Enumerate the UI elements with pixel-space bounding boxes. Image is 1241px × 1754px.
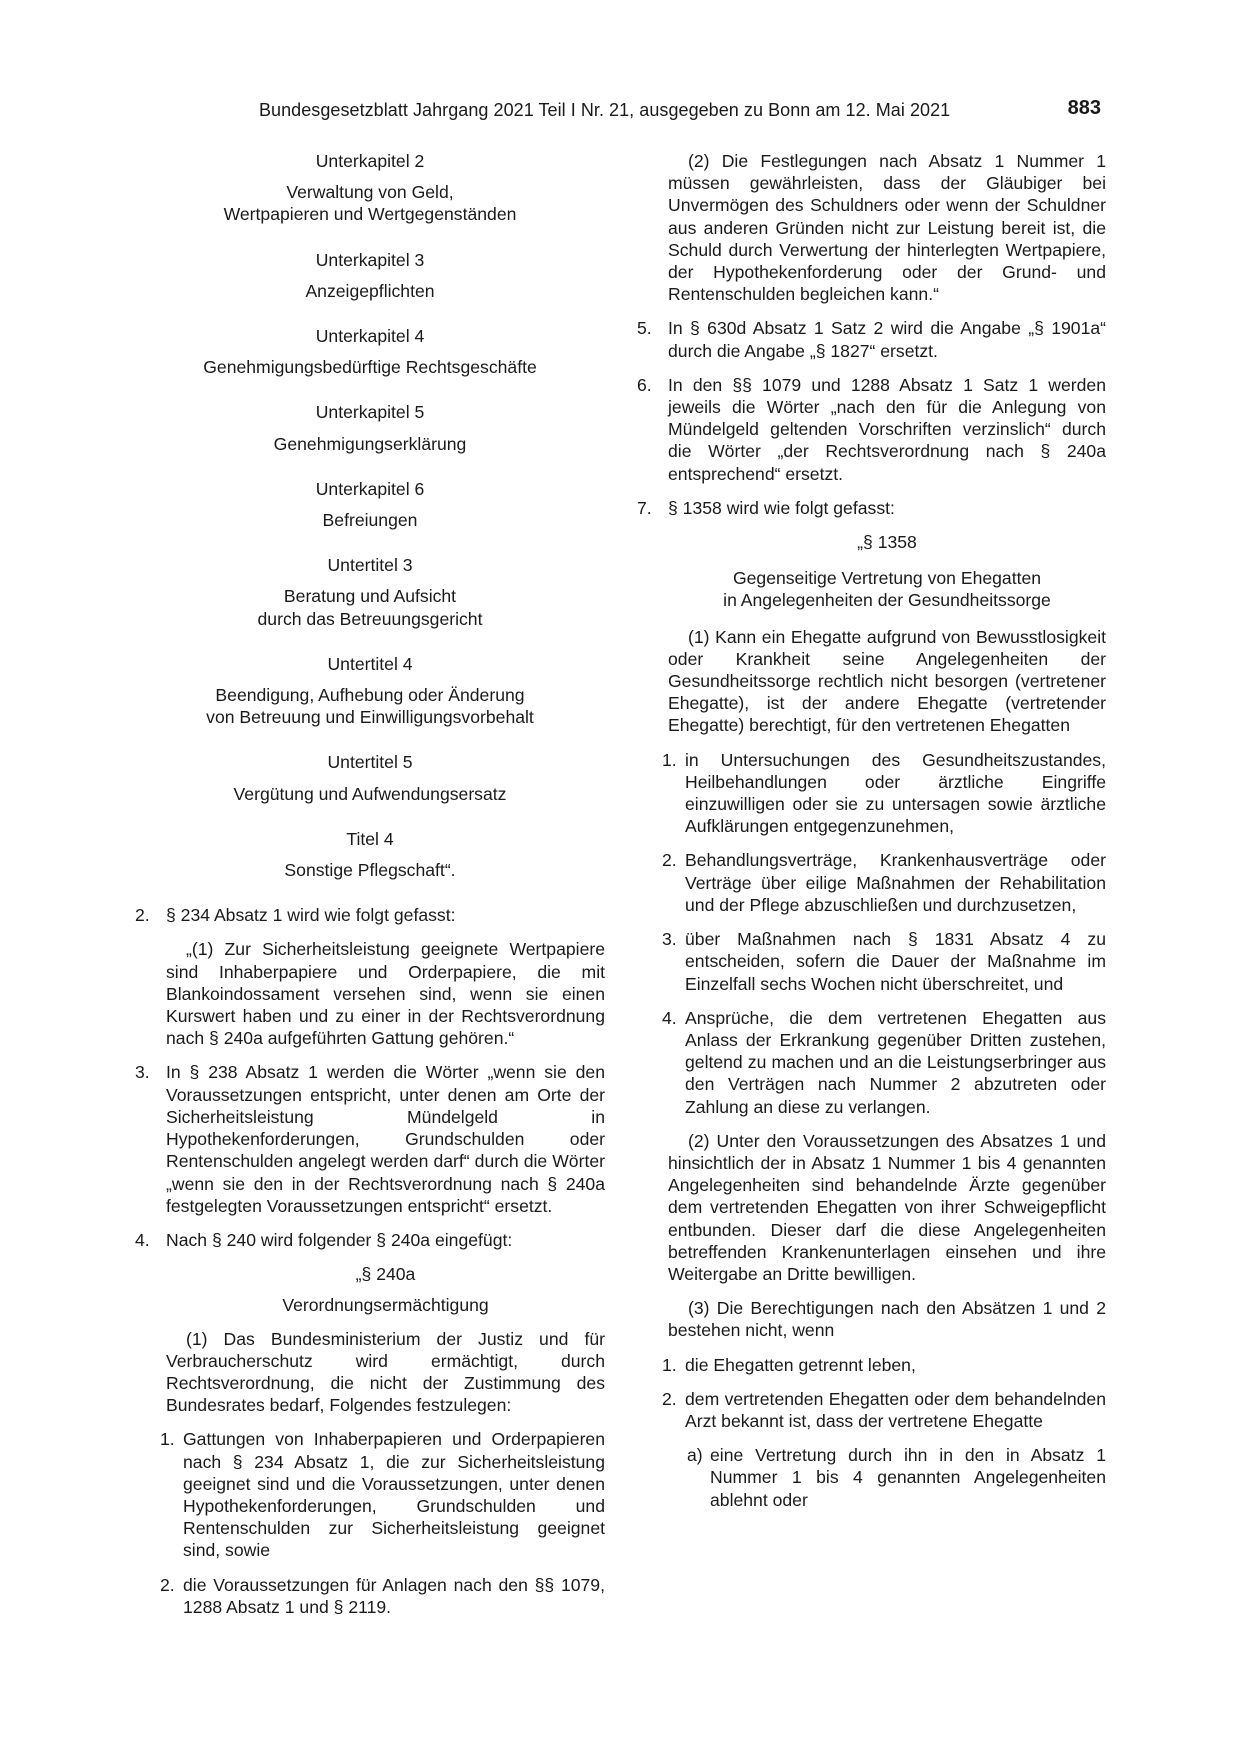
item-text: die Voraussetzungen für Anlagen nach den §§ 1079, 1288 Absatz 1 und § 2119. (183, 1574, 605, 1617)
heading-verwaltung: Verwaltung von Geld, Wertpapieren und Wertgegenständen (223, 182, 517, 225)
list-item (135, 1061, 605, 1216)
list-item (662, 749, 1106, 838)
heading-befreiungen: Befreiungen (322, 510, 418, 531)
list-item (160, 1428, 605, 1561)
item-text: Ansprüche, die dem vertretenen Ehegatten aus Anlass der Erkrankung gegenüber Dritten zustehen, geltend zu machen und an die Leistungserbringer aus den Verträgen nach Nummer 2 abzutreten oder Zahlung an diese zu verlangen. (685, 1007, 1106, 1117)
heading-verguetung: Vergütung und Aufwendungsersatz (233, 783, 507, 804)
list-item (662, 1007, 1106, 1118)
item-text: in Untersuchungen des Gesundheitszustandes, Heilbehandlungen oder ärztliche Eingriffe einzuwilligen oder sie zu untersagen sowie ärztliche Aufklärungen entgegenzunehmen, (685, 749, 1106, 837)
running-header (0, 97, 1241, 126)
heading-unterkapitel-3: Unterkapitel 3 (315, 249, 425, 270)
quoted-paragraph: „(1) Zur Sicherheitsleistung geeignete Wertpapiere sind Inhaberpapiere und Orderpapiere, die mit Blankoindossament versehen sind, wenn sie einen Kurswert haben und zu einer in der Rechtsverordnung nach § 240a aufgeführten Gattung gehören.“ (166, 939, 605, 1049)
item-number: 1. (662, 1354, 677, 1375)
list-item (637, 317, 1106, 361)
item-number: 4. (662, 1007, 677, 1028)
item-text: § 1358 wird wie folgt gefasst: (668, 497, 895, 518)
item-text: In den §§ 1079 und 1288 Absatz 1 Satz 1 werden jeweils die Wörter „nach den für die Anlegung von Mündelgeld geltenden Vorschriften verzinslich“ durch die Wörter „der Rechtsverordnung nach § 240a entsprechend“ ersetzt. (668, 374, 1106, 484)
paragraph: (3) Die Berechtigungen nach den Absätzen 1 und 2 bestehen nicht, wenn (668, 1298, 1106, 1341)
section-title: Gegenseitige Vertretung von Ehegatten in Angelegenheiten der Gesundheitssorge (723, 568, 1051, 611)
list-item (662, 1388, 1106, 1432)
paragraph: (2) Unter den Voraussetzungen des Absatzes 1 und hinsichtlich der in Absatz 1 Nummer 1 bis 4 genannten Angelegenheiten sind behandelnde Ärzte gegenüber dem vertretenden Ehegatten von ihrer Schweigepflicht entbunden. Dieser darf die diese Angelegenheiten betreffenden Krankenunterlagen einsehen und ihre Weitergabe an Dritte bewilligen. (668, 1130, 1106, 1284)
heading-unterkapitel-6: Unterkapitel 6 (315, 478, 425, 499)
item-number: 3. (662, 929, 677, 950)
heading-untertitel-5: Untertitel 5 (327, 752, 413, 773)
item-text: dem vertretenden Ehegatten oder dem behandelnden Arzt bekannt ist, dass der vertretene Ehegatte (685, 1388, 1106, 1431)
list-item (637, 497, 1106, 519)
list-item (687, 1444, 1106, 1511)
item-text: Gattungen von Inhaberpapieren und Orderpapieren nach § 234 Absatz 1, die zur Sicherheitsleistung geeignet sind und die Voraussetzungen, unter denen Hypothekenforderungen, Grundschulden und Rentenschulden zur Sicherheitsleistung geeignet sind, sowie (183, 1429, 605, 1561)
item-number: 6. (637, 374, 652, 395)
list-item (637, 374, 1106, 485)
item-number: a) (687, 1445, 703, 1466)
heading-untertitel-3: Untertitel 3 (327, 555, 413, 576)
item-number: 2. (662, 1388, 677, 1409)
section-number: „§ 240a (355, 1264, 416, 1285)
item-number: 3. (135, 1062, 150, 1083)
item-number: 2. (135, 905, 150, 926)
page-number: 883 (1067, 97, 1101, 119)
item-number: 7. (637, 497, 652, 518)
heading-untertitel-4: Untertitel 4 (327, 653, 413, 674)
heading-genehmigungsbeduerftige: Genehmigungsbedürftige Rechtsgeschäfte (203, 357, 537, 378)
item-number: 5. (637, 318, 652, 339)
heading-beratung-aufsicht: Beratung und Aufsicht durch das Betreuungsgericht (257, 586, 483, 629)
heading-beendigung: Beendigung, Aufhebung oder Änderung von Betreuung und Einwilligungsvorbehalt (206, 685, 534, 728)
list-item (135, 1229, 605, 1251)
item-number: 2. (662, 850, 677, 871)
heading-unterkapitel-5: Unterkapitel 5 (315, 402, 425, 423)
heading-genehmigungserklaerung: Genehmigungserklärung (273, 433, 467, 454)
paragraph: (1) Das Bundesministerium der Justiz und für Verbraucherschutz wird ermächtigt, durch Rechtsverordnung, die nicht der Zustimmung des Bundesrates bedarf, Folgendes festzulegen: (166, 1328, 605, 1416)
gazette-title: Bundesgesetzblatt Jahrgang 2021 Teil I Nr. 21, ausgegeben zu Bonn am 12. Mai 2021 (259, 100, 951, 120)
list-item (135, 904, 605, 926)
right-column (637, 150, 1106, 1523)
list-item (662, 1354, 1106, 1376)
heading-anzeigepflichten: Anzeigepflichten (305, 280, 435, 301)
list-item (662, 928, 1106, 995)
item-number: 2. (160, 1574, 175, 1595)
heading-unterkapitel-4: Unterkapitel 4 (315, 326, 425, 347)
item-text: § 234 Absatz 1 wird wie folgt gefasst: (166, 905, 456, 926)
list-item (160, 1574, 605, 1618)
item-number: 1. (160, 1429, 175, 1450)
left-column (135, 150, 605, 1630)
section-number: „§ 1358 (857, 532, 917, 553)
item-text: die Ehegatten getrennt leben, (685, 1354, 916, 1375)
section-title: Verordnungsermächtigung (282, 1295, 489, 1316)
item-number: 4. (135, 1229, 150, 1250)
item-text: Nach § 240 wird folgender § 240a eingefügt: (166, 1229, 513, 1250)
item-number: 1. (662, 749, 677, 770)
item-text: In § 238 Absatz 1 werden die Wörter „wenn sie den Voraussetzungen entspricht, unter denen am Orte der Sicherheitsleistung Mündelgeld in Hypothekenforderungen, Grundschulden oder Rentenschulden angelegt werden darf“ durch die Wörter „wenn sie den in der Rechtsverordnung nach § 240a festgelegten Voraussetzungen entspricht“ ersetzt. (166, 1062, 605, 1216)
item-text: über Maßnahmen nach § 1831 Absatz 4 zu entscheiden, sofern die Dauer der Maßnahme im Einzelfall sechs Wochen nicht überschreitet, und (685, 929, 1106, 994)
heading-titel-4: Titel 4 (346, 828, 394, 849)
item-text: In § 630d Absatz 1 Satz 2 wird die Angabe „§ 1901a“ durch die Angabe „§ 1827“ ersetzt. (668, 318, 1106, 361)
heading-unterkapitel-2: Unterkapitel 2 (315, 151, 425, 171)
heading-sonstige-pflegschaft: Sonstige Pflegschaft“. (284, 860, 456, 881)
paragraph: (1) Kann ein Ehegatte aufgrund von Bewusstlosigkeit oder Krankheit seine Angelegenheiten der Gesundheitssorge rechtlich nicht besorgen (vertretener Ehegatte), ist der andere Ehegatte (vertretender Ehegatte) berechtigt, für den vertretenen Ehegatten (668, 626, 1106, 736)
paragraph: (2) Die Festlegungen nach Absatz 1 Nummer 1 müssen gewährleisten, dass der Gläubiger bei Unvermögen des Schuldners oder wenn der Schuldner aus anderen Gründen nicht zur Leistung bereit ist, die Schuld durch Verwertung der hinterlegten Wertpapiere, der Hypothekenforderung oder der Grund- und Rentenschulden begleichen kann.“ (668, 151, 1106, 305)
item-text: Behandlungsverträge, Krankenhausverträge oder Verträge über eilige Maßnahmen der Rehabilitation und der Pflege abzuschließen und durchzusetzen, (685, 850, 1106, 915)
list-item (662, 849, 1106, 916)
item-text: eine Vertretung durch ihn in den in Absatz 1 Nummer 1 bis 4 genannten Angelegenheiten ablehnt oder (710, 1445, 1106, 1510)
